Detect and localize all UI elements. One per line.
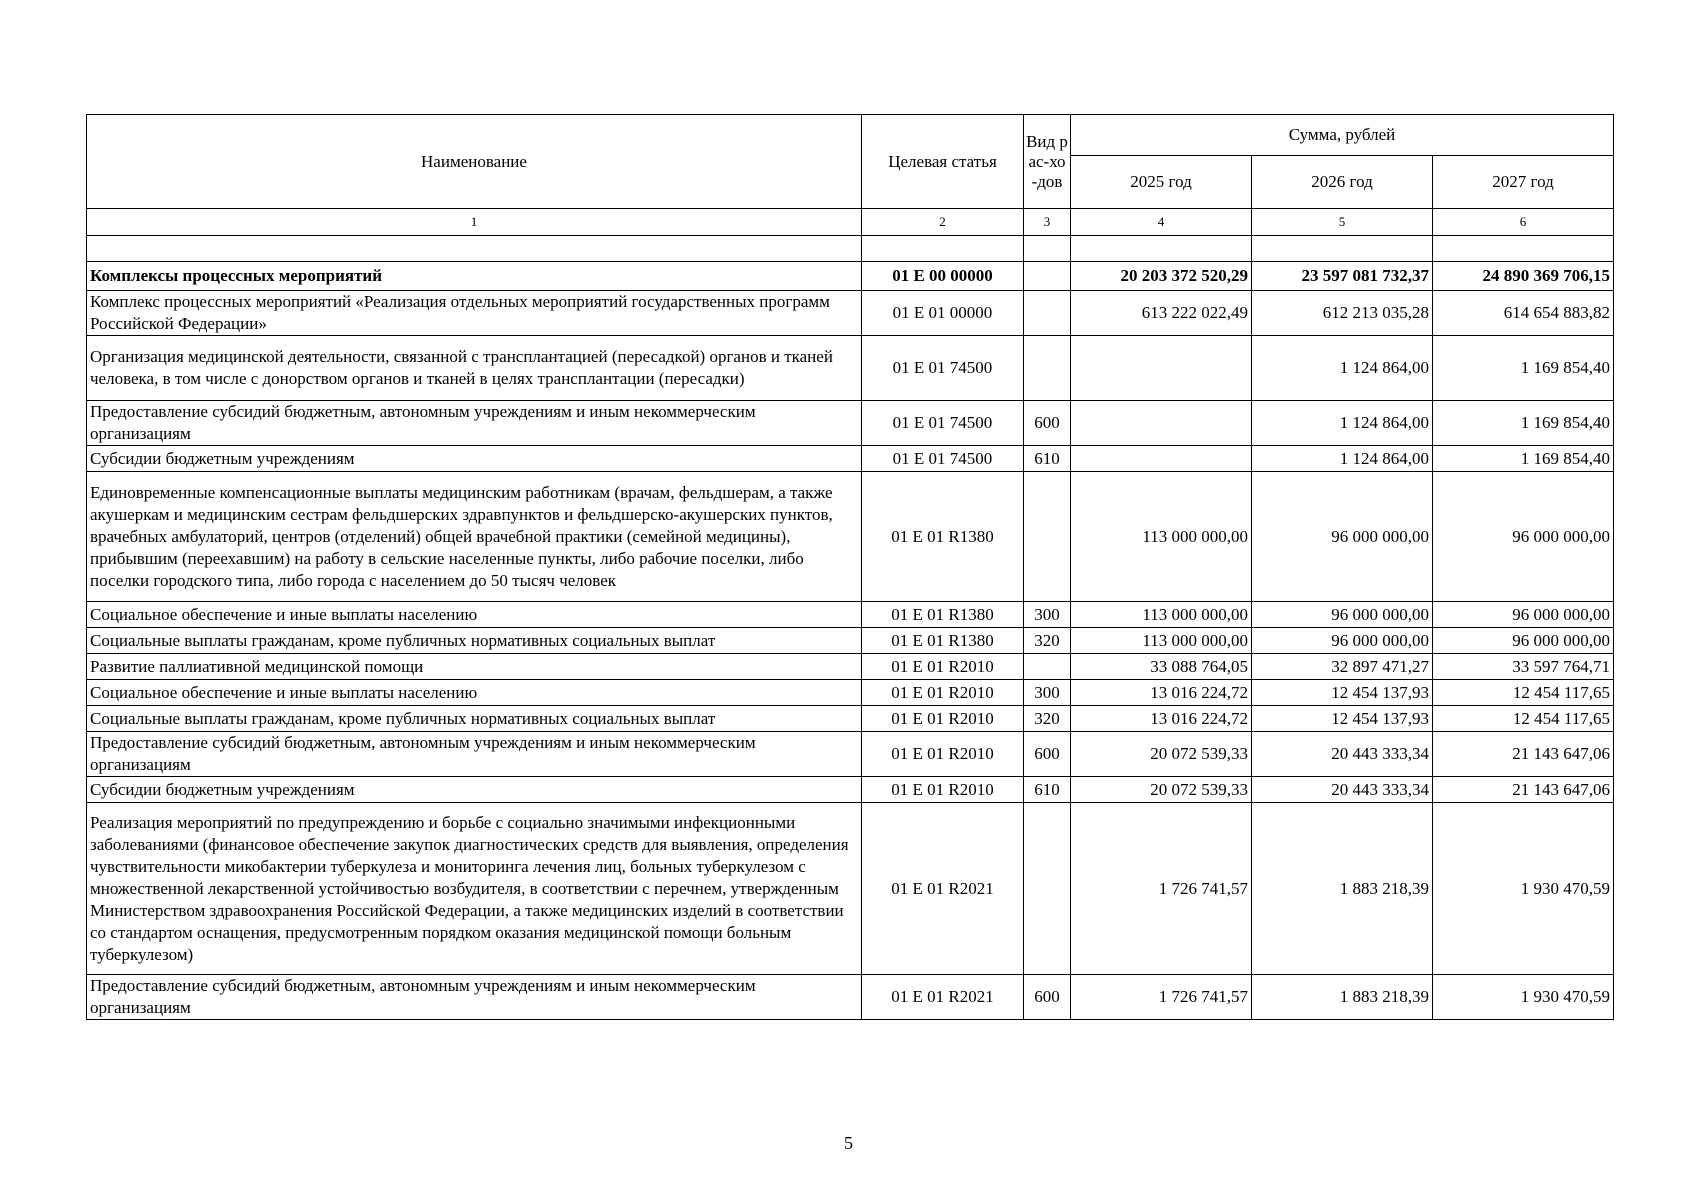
row-expense-type: 300 <box>1024 602 1071 628</box>
row-amount-2027: 1 169 854,40 <box>1433 401 1614 446</box>
row-target-article <box>862 236 1024 262</box>
row-name: Субсидии бюджетным учреждениям <box>87 446 862 472</box>
header-year-2025: 2025 год <box>1071 156 1252 209</box>
table-row <box>87 975 1614 1020</box>
row-name: Субсидии бюджетным учреждениям <box>87 777 862 803</box>
row-amount-2025: 113 000 000,00 <box>1071 602 1252 628</box>
row-amount-2026 <box>1252 236 1433 262</box>
row-amount-2027: 96 000 000,00 <box>1433 628 1614 654</box>
row-target-article: 01 Е 01 R2021 <box>862 975 1024 1020</box>
row-amount-2025 <box>1071 446 1252 472</box>
row-name: Единовременные компенсационные выплаты медицинским работникам (врачам, фельдшерам, а также акушеркам и медицинским сестрам фельдшерских здравпунктов и фельдшерско-акушерских пунктов, врачебных амбулаторий, центров (отделений) общей врачебной практики (семейной медицины), прибывшим (переехавшим) на работу в сельские населенные пункты, либо рабочие поселки, либо поселки городского типа, либо города с населением до 50 тысяч человек <box>87 472 862 602</box>
row-expense-type: 300 <box>1024 680 1071 706</box>
row-target-article: 01 Е 01 R2010 <box>862 654 1024 680</box>
row-amount-2027: 24 890 369 706,15 <box>1433 262 1614 291</box>
row-expense-type <box>1024 654 1071 680</box>
row-name: Социальное обеспечение и иные выплаты населению <box>87 680 862 706</box>
row-name: Развитие паллиативной медицинской помощи <box>87 654 862 680</box>
table-row <box>87 803 1614 975</box>
row-amount-2026: 96 000 000,00 <box>1252 472 1433 602</box>
row-target-article: 01 Е 01 R2010 <box>862 777 1024 803</box>
page-number: 5 <box>844 1133 853 1153</box>
row-amount-2025: 20 072 539,33 <box>1071 777 1252 803</box>
column-number: 6 <box>1433 209 1614 236</box>
row-amount-2025: 113 000 000,00 <box>1071 628 1252 654</box>
table-row <box>87 732 1614 777</box>
row-amount-2027: 96 000 000,00 <box>1433 472 1614 602</box>
row-amount-2026: 23 597 081 732,37 <box>1252 262 1433 291</box>
row-name: Предоставление субсидий бюджетным, автономным учреждениям и иным некоммерческим организациям <box>87 732 862 777</box>
header-year-2026: 2026 год <box>1252 156 1433 209</box>
row-amount-2026: 1 883 218,39 <box>1252 975 1433 1020</box>
row-expense-type <box>1024 262 1071 291</box>
row-name: Предоставление субсидий бюджетным, автономным учреждениям и иным некоммерческим организациям <box>87 975 862 1020</box>
row-amount-2027: 1 930 470,59 <box>1433 803 1614 975</box>
row-amount-2027: 1 169 854,40 <box>1433 336 1614 401</box>
budget-table <box>86 114 1614 1020</box>
row-expense-type: 600 <box>1024 975 1071 1020</box>
row-target-article: 01 Е 01 R2010 <box>862 706 1024 732</box>
row-amount-2027: 12 454 117,65 <box>1433 680 1614 706</box>
row-name: Социальные выплаты гражданам, кроме публичных нормативных социальных выплат <box>87 628 862 654</box>
column-number: 5 <box>1252 209 1433 236</box>
table-row <box>87 706 1614 732</box>
row-amount-2025: 1 726 741,57 <box>1071 803 1252 975</box>
row-amount-2027: 12 454 117,65 <box>1433 706 1614 732</box>
row-amount-2025: 13 016 224,72 <box>1071 680 1252 706</box>
row-target-article: 01 Е 01 74500 <box>862 446 1024 472</box>
row-amount-2026: 96 000 000,00 <box>1252 628 1433 654</box>
row-amount-2027: 1 169 854,40 <box>1433 446 1614 472</box>
row-amount-2026: 1 883 218,39 <box>1252 803 1433 975</box>
row-amount-2025: 1 726 741,57 <box>1071 975 1252 1020</box>
row-target-article: 01 Е 01 R2010 <box>862 680 1024 706</box>
row-name: Предоставление субсидий бюджетным, автономным учреждениям и иным некоммерческим организациям <box>87 401 862 446</box>
row-target-article: 01 Е 01 R2021 <box>862 803 1024 975</box>
row-amount-2026: 32 897 471,27 <box>1252 654 1433 680</box>
row-target-article: 01 Е 01 R1380 <box>862 602 1024 628</box>
table-row <box>87 236 1614 262</box>
header-target-article: Целевая статья <box>862 115 1024 209</box>
row-amount-2025: 33 088 764,05 <box>1071 654 1252 680</box>
row-amount-2025: 613 222 022,49 <box>1071 291 1252 336</box>
row-amount-2026: 612 213 035,28 <box>1252 291 1433 336</box>
row-target-article: 01 Е 00 00000 <box>862 262 1024 291</box>
table-body <box>87 115 1614 1020</box>
row-name: Реализация мероприятий по предупреждению и борьбе с социально значимыми инфекционными заболеваниями (финансовое обеспечение закупок диагностических средств для выявления, определения чувствительности микобактерии туберкулеза и мониторинга лечения лиц, больных туберкулезом с множественной лекарственной устойчивостью возбудителя, в соответствии с перечнем, утвержденным Министерством здравоохранения Российской Федерации, а также медицинских изделий в соответствии со стандартом оснащения, предусмотренным порядком оказания медицинской помощи больным туберкулезом) <box>87 803 862 975</box>
row-amount-2027: 96 000 000,00 <box>1433 602 1614 628</box>
row-name: Комплекс процессных мероприятий «Реализация отдельных мероприятий государственных программ Российской Федерации» <box>87 291 862 336</box>
table-row <box>87 680 1614 706</box>
row-amount-2027: 1 930 470,59 <box>1433 975 1614 1020</box>
row-amount-2026: 20 443 333,34 <box>1252 732 1433 777</box>
row-amount-2026: 20 443 333,34 <box>1252 777 1433 803</box>
row-expense-type <box>1024 291 1071 336</box>
column-number: 3 <box>1024 209 1071 236</box>
row-expense-type: 600 <box>1024 732 1071 777</box>
row-name: Социальные выплаты гражданам, кроме публичных нормативных социальных выплат <box>87 706 862 732</box>
row-amount-2025 <box>1071 401 1252 446</box>
row-name <box>87 236 862 262</box>
column-number: 4 <box>1071 209 1252 236</box>
table-row <box>87 472 1614 602</box>
row-name: Организация медицинской деятельности, связанной с трансплантацией (пересадкой) органов и тканей человека, в том числе с донорством органов и тканей в целях трансплантации (пересадки) <box>87 336 862 401</box>
row-name: Комплексы процессных мероприятий <box>87 262 862 291</box>
header-name: Наименование <box>87 115 862 209</box>
table-row <box>87 602 1614 628</box>
row-target-article: 01 Е 01 R1380 <box>862 472 1024 602</box>
column-number-row <box>87 209 1614 236</box>
table-row <box>87 446 1614 472</box>
row-expense-type: 320 <box>1024 628 1071 654</box>
row-amount-2027: 21 143 647,06 <box>1433 732 1614 777</box>
row-expense-type: 610 <box>1024 777 1071 803</box>
row-amount-2027: 21 143 647,06 <box>1433 777 1614 803</box>
row-target-article: 01 Е 01 R1380 <box>862 628 1024 654</box>
row-amount-2027 <box>1433 236 1614 262</box>
row-amount-2026: 1 124 864,00 <box>1252 446 1433 472</box>
row-amount-2025: 13 016 224,72 <box>1071 706 1252 732</box>
header-row-top <box>87 115 1614 156</box>
row-amount-2026: 12 454 137,93 <box>1252 706 1433 732</box>
table-row <box>87 336 1614 401</box>
row-target-article: 01 Е 01 R2010 <box>862 732 1024 777</box>
row-amount-2026: 12 454 137,93 <box>1252 680 1433 706</box>
table-row <box>87 654 1614 680</box>
row-expense-type <box>1024 336 1071 401</box>
row-expense-type: 610 <box>1024 446 1071 472</box>
table-row <box>87 777 1614 803</box>
header-expense-type: Вид рас-хо-дов <box>1024 115 1071 209</box>
row-amount-2025: 113 000 000,00 <box>1071 472 1252 602</box>
row-amount-2027: 614 654 883,82 <box>1433 291 1614 336</box>
header-sum-rubles: Сумма, рублей <box>1071 115 1614 156</box>
row-amount-2025: 20 203 372 520,29 <box>1071 262 1252 291</box>
row-name: Социальное обеспечение и иные выплаты населению <box>87 602 862 628</box>
row-expense-type <box>1024 472 1071 602</box>
row-expense-type: 320 <box>1024 706 1071 732</box>
row-expense-type: 600 <box>1024 401 1071 446</box>
row-amount-2025 <box>1071 336 1252 401</box>
column-number: 2 <box>862 209 1024 236</box>
row-amount-2027: 33 597 764,71 <box>1433 654 1614 680</box>
row-amount-2025 <box>1071 236 1252 262</box>
row-expense-type <box>1024 236 1071 262</box>
row-amount-2025: 20 072 539,33 <box>1071 732 1252 777</box>
row-amount-2026: 96 000 000,00 <box>1252 602 1433 628</box>
column-number: 1 <box>87 209 862 236</box>
table-row <box>87 401 1614 446</box>
table-row <box>87 291 1614 336</box>
row-amount-2026: 1 124 864,00 <box>1252 336 1433 401</box>
header-year-2027: 2027 год <box>1433 156 1614 209</box>
row-amount-2026: 1 124 864,00 <box>1252 401 1433 446</box>
row-target-article: 01 Е 01 74500 <box>862 336 1024 401</box>
table-row <box>87 628 1614 654</box>
row-target-article: 01 Е 01 74500 <box>862 401 1024 446</box>
row-target-article: 01 Е 01 00000 <box>862 291 1024 336</box>
row-expense-type <box>1024 803 1071 975</box>
table-row <box>87 262 1614 291</box>
